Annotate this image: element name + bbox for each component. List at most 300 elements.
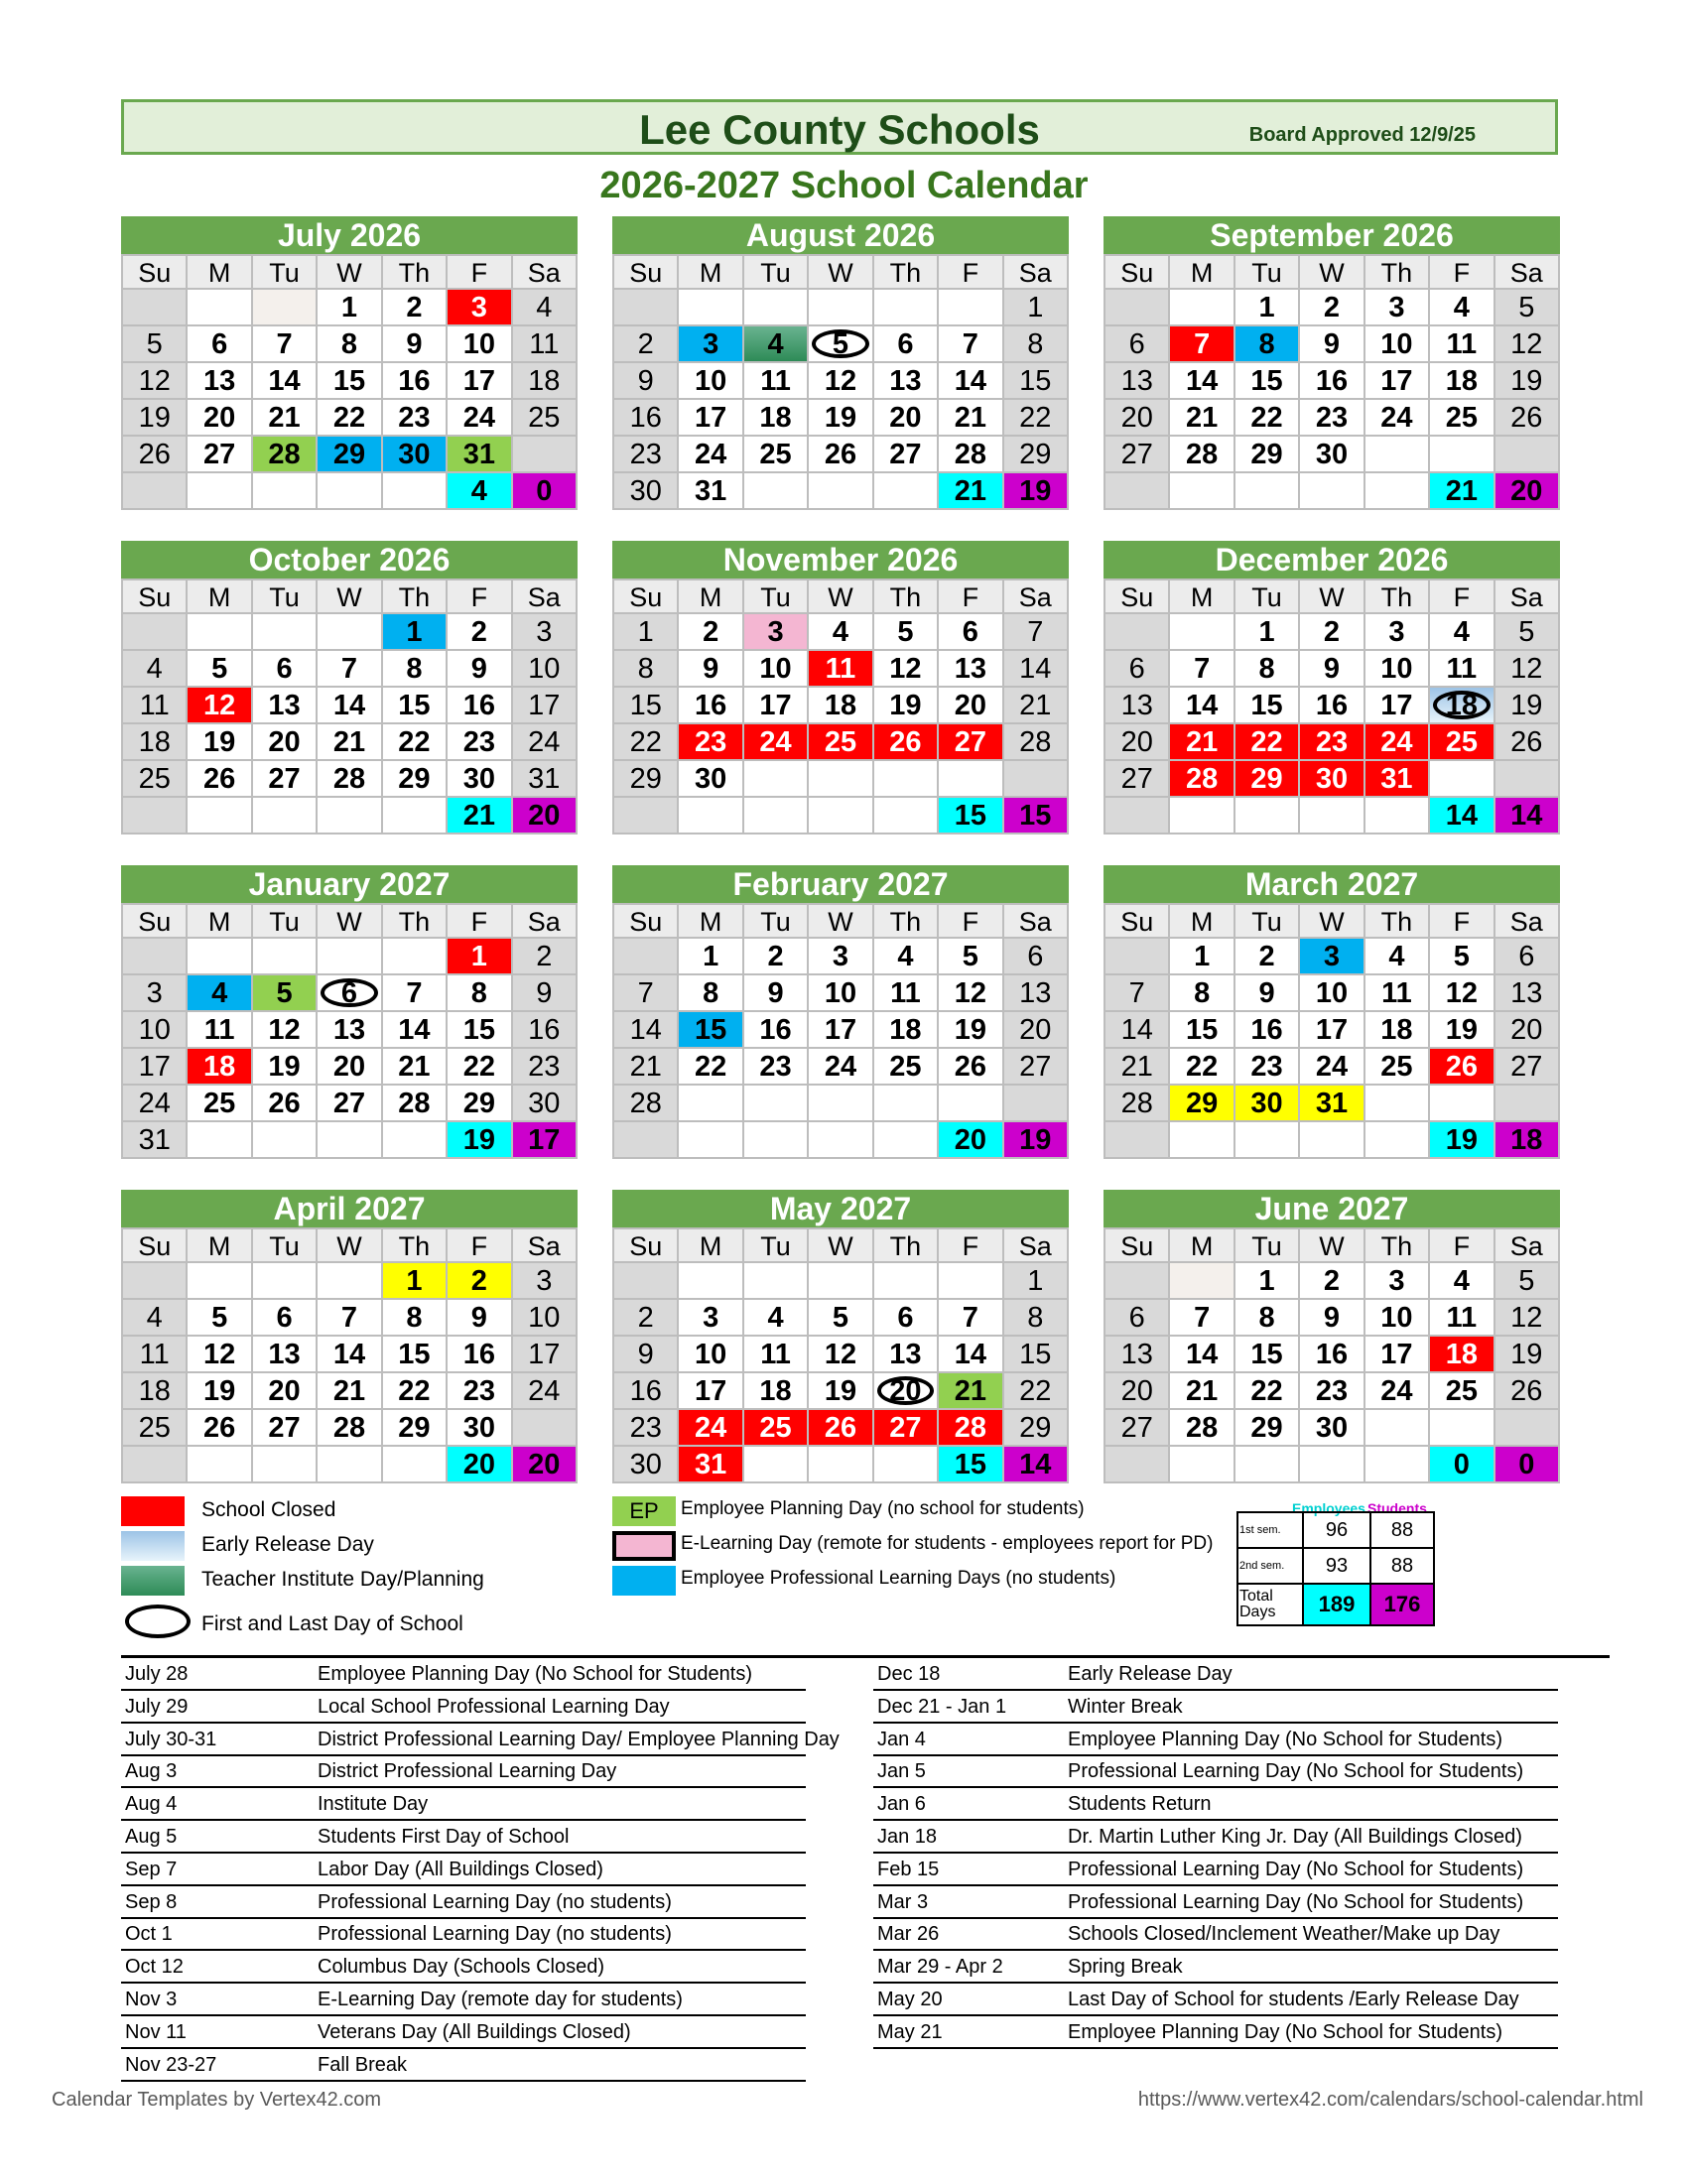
day-cell: 6 [1004, 939, 1069, 975]
empty-cell [383, 473, 448, 510]
day-cell: 25 [809, 724, 873, 761]
event-description: Professional Learning Day (No School for Students) [1068, 1890, 1524, 1913]
event-description: Winter Break [1068, 1695, 1183, 1718]
day-cell: 20 [253, 1373, 318, 1410]
day-cell: 16 [1300, 1337, 1364, 1373]
day-cell: 2 [1300, 290, 1364, 326]
day-cell: 23 [1300, 400, 1364, 437]
empty-cell [1170, 1447, 1234, 1483]
day-cell: 13 [318, 1012, 382, 1049]
day-cell: 18 [188, 1049, 252, 1086]
day-cell: 11 [744, 1337, 809, 1373]
day-cell: 5 [253, 975, 318, 1012]
day-cell: 20 [1105, 724, 1170, 761]
weekday-header: Su [1105, 905, 1170, 939]
empty-cell [809, 1086, 873, 1122]
empty-cell [809, 798, 873, 835]
empty-cell [188, 939, 252, 975]
day-cell: 22 [679, 1049, 743, 1086]
weekday-header: F [939, 1229, 1003, 1263]
weekday-header: Su [123, 580, 188, 614]
student-days-count: 19 [1004, 473, 1069, 510]
day-cell: 7 [939, 1300, 1003, 1337]
day-cell: 24 [809, 1049, 873, 1086]
totals-sem2-label: 2nd sem. [1237, 1548, 1303, 1584]
day-cell: 15 [1170, 1012, 1234, 1049]
day-cell: 8 [1235, 1300, 1300, 1337]
day-cell: 16 [383, 363, 448, 400]
day-cell: 15 [383, 688, 448, 724]
day-cell: 16 [679, 688, 743, 724]
event-date: Jan 6 [877, 1793, 926, 1816]
employee-days-count: 14 [1430, 798, 1494, 835]
day-cell: 14 [1170, 1337, 1234, 1373]
month-title: November 2026 [612, 541, 1069, 578]
day-cell: 28 [253, 437, 318, 473]
day-cell: 6 [318, 975, 382, 1012]
day-cell: 31 [679, 473, 743, 510]
weekday-header: M [1170, 256, 1234, 290]
day-cell: 10 [513, 651, 578, 688]
empty-cell [614, 1263, 679, 1300]
day-cell: 7 [1170, 651, 1234, 688]
day-cell: 27 [188, 437, 252, 473]
day-cell: 9 [448, 651, 512, 688]
event-date: Sep 7 [125, 1858, 178, 1880]
weekday-header: Th [874, 1229, 939, 1263]
day-cell: 11 [809, 651, 873, 688]
day-cell: 7 [1004, 614, 1069, 651]
empty-cell [809, 1122, 873, 1159]
footer-credit[interactable]: Calendar Templates by Vertex42.com [52, 2089, 382, 2111]
weekday-header: Th [383, 1229, 448, 1263]
day-cell: 25 [1430, 400, 1494, 437]
day-cell: 17 [679, 1373, 743, 1410]
event-row [121, 1756, 806, 1788]
event-date: Aug 4 [125, 1793, 178, 1816]
day-cell: 28 [1170, 761, 1234, 798]
day-cell: 2 [614, 326, 679, 363]
day-cell: 1 [383, 614, 448, 651]
day-cell: 11 [874, 975, 939, 1012]
day-cell: 25 [123, 1410, 188, 1447]
day-cell: 26 [1495, 400, 1560, 437]
empty-cell [1170, 1122, 1234, 1159]
event-row [873, 1822, 1558, 1854]
totals-total-students: 176 [1370, 1584, 1434, 1625]
day-cell: 21 [1105, 1049, 1170, 1086]
empty-cell [1004, 1086, 1069, 1122]
day-cell: 24 [1365, 724, 1430, 761]
legend-early-release-swatch [121, 1531, 185, 1561]
weekday-header: Th [1365, 1229, 1430, 1263]
empty-cell [874, 1447, 939, 1483]
day-cell: 30 [448, 761, 512, 798]
weekday-header: F [939, 580, 1003, 614]
totals-total-label: Total Days [1237, 1584, 1303, 1625]
day-cell: 11 [513, 326, 578, 363]
day-cell: 31 [1300, 1086, 1364, 1122]
weekday-header: Sa [1495, 1229, 1560, 1263]
empty-cell [1004, 761, 1069, 798]
weekday-header: Tu [744, 1229, 809, 1263]
legend-closed-label: School Closed [201, 1498, 336, 1521]
day-cell: 3 [513, 1263, 578, 1300]
day-cell: 21 [614, 1049, 679, 1086]
day-cell: 9 [614, 1337, 679, 1373]
day-cell: 30 [448, 1410, 512, 1447]
day-cell: 12 [874, 651, 939, 688]
day-cell: 30 [679, 761, 743, 798]
event-description: Students First Day of School [318, 1826, 570, 1848]
day-cell: 1 [448, 939, 512, 975]
empty-cell [1235, 798, 1300, 835]
weekday-header: W [809, 580, 873, 614]
day-cell: 8 [383, 1300, 448, 1337]
day-cell: 3 [513, 614, 578, 651]
weekday-header: Tu [253, 905, 318, 939]
day-cell: 27 [318, 1086, 382, 1122]
day-cell: 4 [123, 1300, 188, 1337]
empty-cell [809, 290, 873, 326]
event-description: Professional Learning Day (No School for Students) [1068, 1858, 1524, 1880]
day-cell: 16 [744, 1012, 809, 1049]
event-date: Mar 26 [877, 1923, 940, 1946]
day-cell: 29 [383, 1410, 448, 1447]
weekday-header: W [318, 1229, 382, 1263]
day-cell: 27 [1105, 1410, 1170, 1447]
empty-cell [744, 1263, 809, 1300]
event-row [121, 1692, 806, 1724]
weekday-header: F [448, 1229, 512, 1263]
day-cell: 7 [383, 975, 448, 1012]
day-cell: 5 [188, 651, 252, 688]
day-cell: 2 [1300, 614, 1364, 651]
day-cell: 3 [1365, 290, 1430, 326]
event-description: Students Return [1068, 1793, 1212, 1816]
event-date: Feb 15 [877, 1858, 940, 1880]
event-description: Employee Planning Day (No School for Students) [1068, 1728, 1503, 1750]
employee-days-count: 21 [448, 798, 512, 835]
day-cell: 12 [1495, 651, 1560, 688]
day-cell: 20 [253, 724, 318, 761]
day-cell: 1 [1170, 939, 1234, 975]
empty-cell [744, 290, 809, 326]
day-cell: 18 [809, 688, 873, 724]
totals-total-employees: 189 [1303, 1584, 1370, 1625]
day-cell: 14 [253, 363, 318, 400]
day-cell: 22 [1235, 724, 1300, 761]
event-description: Fall Break [318, 2053, 408, 2076]
day-cell: 1 [1004, 1263, 1069, 1300]
day-cell: 4 [874, 939, 939, 975]
weekday-header: F [1430, 580, 1494, 614]
day-cell: 20 [188, 400, 252, 437]
event-row [873, 1692, 1558, 1724]
day-cell: 31 [123, 1122, 188, 1159]
weekday-header: Sa [1004, 905, 1069, 939]
day-cell: 18 [123, 724, 188, 761]
event-date: Dec 18 [877, 1663, 941, 1685]
day-cell: 10 [513, 1300, 578, 1337]
empty-cell [874, 473, 939, 510]
day-cell: 29 [1235, 437, 1300, 473]
day-cell: 4 [188, 975, 252, 1012]
event-description: Employee Planning Day (No School for Students) [318, 1663, 753, 1685]
empty-cell [188, 614, 252, 651]
events-divider [121, 1655, 1610, 1658]
day-cell: 13 [939, 651, 1003, 688]
weekday-header: W [1300, 1229, 1364, 1263]
event-description: Last Day of School for students /Early Release Day [1068, 1989, 1519, 2010]
day-cell: 27 [253, 1410, 318, 1447]
weekday-header: Th [1365, 905, 1430, 939]
empty-cell [188, 473, 252, 510]
empty-cell [744, 1122, 809, 1159]
event-row [873, 1855, 1558, 1886]
day-cell: 18 [513, 363, 578, 400]
empty-cell [1105, 290, 1170, 326]
weekday-header: F [1430, 256, 1494, 290]
empty-cell [874, 761, 939, 798]
student-days-count: 17 [513, 1122, 578, 1159]
footer-url[interactable]: https://www.vertex42.com/calendars/school-calendar.html [1137, 2089, 1643, 2111]
day-cell: 22 [448, 1049, 512, 1086]
empty-cell [744, 1447, 809, 1483]
legend-institute-swatch [121, 1566, 185, 1596]
event-row [873, 1919, 1558, 1951]
day-cell: 14 [1170, 363, 1234, 400]
day-cell: 9 [383, 326, 448, 363]
empty-cell [1495, 1086, 1560, 1122]
empty-cell [1365, 798, 1430, 835]
day-cell: 26 [874, 724, 939, 761]
day-cell: 20 [318, 1049, 382, 1086]
event-row [873, 1659, 1558, 1691]
empty-cell [123, 290, 188, 326]
day-cell: 18 [1430, 363, 1494, 400]
month-8 [1104, 865, 1560, 1159]
day-cell: 8 [614, 651, 679, 688]
event-row [873, 1952, 1558, 1984]
empty-cell [874, 1263, 939, 1300]
empty-cell [513, 1410, 578, 1447]
day-cell: 22 [1170, 1049, 1234, 1086]
day-cell: 3 [744, 614, 809, 651]
empty-cell [614, 939, 679, 975]
empty-cell [1235, 473, 1300, 510]
day-cell: 19 [123, 400, 188, 437]
day-cell: 22 [383, 724, 448, 761]
day-cell: 8 [679, 975, 743, 1012]
day-cell: 7 [1105, 975, 1170, 1012]
day-cell: 8 [1004, 1300, 1069, 1337]
day-cell: 5 [939, 939, 1003, 975]
day-cell: 28 [1105, 1086, 1170, 1122]
day-cell: 2 [744, 939, 809, 975]
event-row [873, 1725, 1558, 1756]
day-cell: 2 [448, 614, 512, 651]
empty-cell [123, 1447, 188, 1483]
month-grid [121, 903, 578, 1159]
day-cell: 7 [253, 326, 318, 363]
weekday-header: W [1300, 905, 1364, 939]
month-title: July 2026 [121, 216, 578, 254]
day-cell: 31 [1365, 761, 1430, 798]
day-cell: 24 [744, 724, 809, 761]
header-banner [121, 99, 1558, 155]
event-date: May 21 [877, 2020, 943, 2043]
day-cell: 18 [123, 1373, 188, 1410]
legend-professional-label: Employee Professional Learning Days (no students) [681, 1568, 1116, 1589]
day-cell: 31 [448, 437, 512, 473]
day-cell: 27 [1105, 761, 1170, 798]
empty-cell [188, 1263, 252, 1300]
day-cell: 13 [874, 363, 939, 400]
day-cell: 25 [513, 400, 578, 437]
day-cell: 2 [448, 1263, 512, 1300]
event-description: Professional Learning Day (No School for Students) [1068, 1760, 1524, 1783]
employee-days-count: 20 [939, 1122, 1003, 1159]
employee-days-count: 19 [448, 1122, 512, 1159]
day-cell: 16 [513, 1012, 578, 1049]
day-cell: 16 [1300, 363, 1364, 400]
weekday-header: Su [614, 256, 679, 290]
event-description: Veterans Day (All Buildings Closed) [318, 2020, 631, 2043]
empty-cell [1105, 798, 1170, 835]
day-cell: 13 [253, 688, 318, 724]
day-cell: 26 [1495, 1373, 1560, 1410]
event-date: Mar 29 - Apr 2 [877, 1956, 1003, 1979]
day-cell: 7 [318, 1300, 382, 1337]
day-cell: 21 [383, 1049, 448, 1086]
event-description: Spring Break [1068, 1956, 1183, 1979]
weekday-header: Th [1365, 580, 1430, 614]
month-5 [1104, 541, 1560, 835]
event-row [121, 1822, 806, 1854]
month-9 [121, 1190, 578, 1483]
totals-sem1-students: 88 [1370, 1512, 1434, 1548]
day-cell: 29 [1235, 1410, 1300, 1447]
day-cell: 14 [939, 1337, 1003, 1373]
event-description: Local School Professional Learning Day [318, 1695, 670, 1718]
day-cell: 2 [1235, 939, 1300, 975]
day-cell: 10 [1365, 326, 1430, 363]
day-cell: 9 [1300, 1300, 1364, 1337]
day-cell: 28 [318, 761, 382, 798]
day-cell: 29 [1170, 1086, 1234, 1122]
day-cell: 9 [679, 651, 743, 688]
legend-early-release-label: Early Release Day [201, 1533, 374, 1556]
day-cell: 28 [939, 437, 1003, 473]
event-description: District Professional Learning Day [318, 1760, 617, 1783]
day-cell: 16 [448, 688, 512, 724]
day-cell: 19 [939, 1012, 1003, 1049]
day-cell: 6 [874, 1300, 939, 1337]
empty-cell [679, 798, 743, 835]
day-cell: 28 [1004, 724, 1069, 761]
day-cell: 1 [1004, 290, 1069, 326]
event-description: Dr. Martin Luther King Jr. Day (All Buildings Closed) [1068, 1826, 1522, 1848]
month-title: January 2027 [121, 865, 578, 903]
day-cell: 26 [809, 437, 873, 473]
month-grid [612, 1227, 1069, 1483]
empty-cell [188, 798, 252, 835]
totals-row-total [1237, 1584, 1434, 1625]
event-date: Nov 11 [125, 2020, 187, 2043]
empty-cell [318, 1447, 382, 1483]
weekday-header: W [1300, 580, 1364, 614]
day-cell: 29 [1235, 761, 1300, 798]
weekday-header: Su [614, 905, 679, 939]
empty-cell [383, 798, 448, 835]
day-cell: 28 [939, 1410, 1003, 1447]
day-cell: 25 [874, 1049, 939, 1086]
day-cell: 25 [1365, 1049, 1430, 1086]
day-cell: 11 [744, 363, 809, 400]
empty-cell [809, 1263, 873, 1300]
day-cell: 19 [1495, 688, 1560, 724]
weekday-header: Tu [253, 1229, 318, 1263]
weekday-header: Th [1365, 256, 1430, 290]
month-7 [612, 865, 1069, 1159]
event-row [873, 2017, 1558, 2049]
empty-cell [123, 1263, 188, 1300]
weekday-header: Su [123, 1229, 188, 1263]
empty-cell [318, 473, 382, 510]
day-cell: 28 [1170, 437, 1234, 473]
day-cell: 17 [1365, 688, 1430, 724]
event-row [873, 1985, 1558, 2016]
day-cell: 5 [1430, 939, 1494, 975]
weekday-header: M [679, 905, 743, 939]
month-title: June 2027 [1104, 1190, 1560, 1227]
month-title: October 2026 [121, 541, 578, 578]
day-cell: 15 [1004, 363, 1069, 400]
day-cell: 6 [874, 326, 939, 363]
day-cell: 14 [318, 1337, 382, 1373]
day-cell: 9 [614, 363, 679, 400]
day-cell: 25 [1430, 724, 1494, 761]
empty-cell [1170, 473, 1234, 510]
empty-cell [383, 1447, 448, 1483]
day-cell: 13 [1105, 688, 1170, 724]
empty-cell [123, 939, 188, 975]
totals-employees-header: Employees [1292, 1500, 1365, 1516]
day-cell: 12 [1495, 326, 1560, 363]
day-cell: 15 [679, 1012, 743, 1049]
day-cell: 4 [1430, 614, 1494, 651]
month-title: May 2027 [612, 1190, 1069, 1227]
day-cell: 9 [1235, 975, 1300, 1012]
weekday-header: Tu [744, 256, 809, 290]
weekday-header: Th [874, 580, 939, 614]
day-cell: 23 [448, 724, 512, 761]
weekday-header: Tu [1235, 256, 1300, 290]
day-cell: 4 [744, 326, 809, 363]
day-cell: 19 [1430, 1012, 1494, 1049]
weekday-header: M [679, 256, 743, 290]
day-cell: 15 [448, 1012, 512, 1049]
day-cell: 30 [1300, 1410, 1364, 1447]
day-cell: 27 [874, 437, 939, 473]
day-cell: 19 [253, 1049, 318, 1086]
weekday-header: W [1300, 256, 1364, 290]
event-date: Dec 21 - Jan 1 [877, 1695, 1007, 1718]
event-description: Employee Planning Day (No School for Students) [1068, 2020, 1503, 2043]
empty-cell [679, 290, 743, 326]
employee-days-count: 15 [939, 798, 1003, 835]
